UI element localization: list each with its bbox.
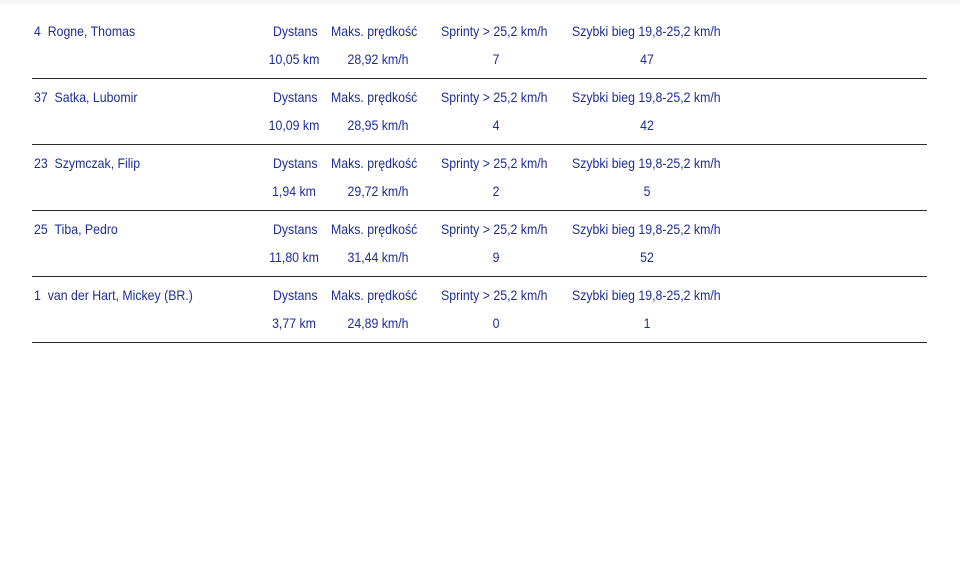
player-name <box>34 220 118 238</box>
player-row <box>32 80 927 145</box>
player-name <box>34 154 140 172</box>
sprints-value: 4 <box>492 117 500 133</box>
max-speed-label: Maks. prędkość <box>331 23 418 39</box>
distance-label: Dystans <box>273 221 318 237</box>
sprints-value: 7 <box>492 51 500 67</box>
player-number: 1 <box>34 287 41 303</box>
fast-runs-label: Szybki bieg 19,8-25,2 km/h <box>572 221 721 237</box>
distance-label: Dystans <box>273 89 318 105</box>
fast-runs-value: 5 <box>643 183 651 199</box>
sprints-label: Sprinty > 25,2 km/h <box>441 287 548 303</box>
player-row <box>32 278 927 343</box>
player-number: 37 <box>34 89 48 105</box>
max-speed-label: Maks. prędkość <box>331 221 418 237</box>
max-speed-value: 28,95 km/h <box>347 117 409 133</box>
player-name-text: Rogne, Thomas <box>47 23 136 39</box>
player-number: 4 <box>34 23 41 39</box>
fast-runs-label: Szybki bieg 19,8-25,2 km/h <box>572 89 721 105</box>
sprints-label: Sprinty > 25,2 km/h <box>441 23 548 39</box>
fast-runs-label: Szybki bieg 19,8-25,2 km/h <box>572 23 721 39</box>
player-row <box>32 146 927 211</box>
top-shade <box>0 0 960 6</box>
player-name <box>34 286 193 304</box>
player-name-text: van der Hart, Mickey (BR.) <box>47 287 193 303</box>
max-speed-label: Maks. prędkość <box>331 155 418 171</box>
distance-value: 10,05 km <box>268 51 320 67</box>
fast-runs-label: Szybki bieg 19,8-25,2 km/h <box>572 287 721 303</box>
sprints-label: Sprinty > 25,2 km/h <box>441 155 548 171</box>
max-speed-value: 24,89 km/h <box>347 315 409 331</box>
max-speed-value: 28,92 km/h <box>347 51 409 67</box>
distance-value: 1,94 km <box>272 183 316 199</box>
fast-runs-value: 52 <box>640 249 654 265</box>
distance-value: 11,80 km <box>269 249 319 265</box>
player-name-text: Szymczak, Filip <box>54 155 141 171</box>
distance-value: 10,09 km <box>268 117 320 133</box>
player-number: 25 <box>34 221 48 237</box>
player-stats-list <box>32 14 927 344</box>
sprints-value: 2 <box>492 183 500 199</box>
player-name-text: Tiba, Pedro <box>54 221 118 237</box>
max-speed-value: 31,44 km/h <box>347 249 409 265</box>
distance-label: Dystans <box>273 23 318 39</box>
sprints-value: 9 <box>492 249 500 265</box>
sprints-label: Sprinty > 25,2 km/h <box>441 221 548 237</box>
player-name <box>34 22 135 40</box>
max-speed-value: 29,72 km/h <box>347 183 409 199</box>
fast-runs-value: 42 <box>640 117 654 133</box>
distance-value: 3,77 km <box>272 315 316 331</box>
distance-label: Dystans <box>273 287 318 303</box>
sprints-label: Sprinty > 25,2 km/h <box>441 89 548 105</box>
player-row <box>32 14 927 79</box>
player-number: 23 <box>34 155 48 171</box>
player-name <box>34 88 137 106</box>
fast-runs-value: 47 <box>640 51 654 67</box>
player-row <box>32 212 927 277</box>
max-speed-label: Maks. prędkość <box>331 287 418 303</box>
fast-runs-value: 1 <box>643 315 651 331</box>
sprints-value: 0 <box>492 315 500 331</box>
max-speed-label: Maks. prędkość <box>331 89 418 105</box>
fast-runs-label: Szybki bieg 19,8-25,2 km/h <box>572 155 721 171</box>
distance-label: Dystans <box>273 155 318 171</box>
player-name-text: Satka, Lubomir <box>54 89 138 105</box>
